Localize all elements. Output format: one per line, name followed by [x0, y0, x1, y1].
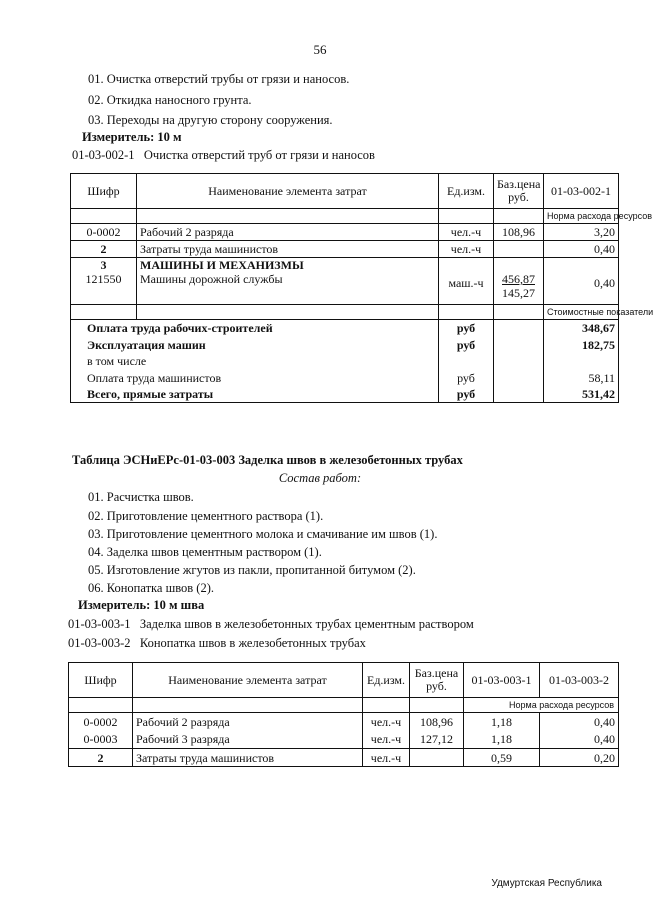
resource-table-2: [68, 662, 619, 767]
table-row: 0-0003 Рабочий 3 разряда чел.-ч 127,12 1,18 0,40: [69, 731, 619, 749]
table-row: 2 Затраты труда машинистов чел.-ч 0,40: [71, 241, 619, 258]
code-line: 01-03-003-2 Конопатка швов в железобетонных трубах: [68, 636, 366, 650]
work-item: 02. Приготовление цементного раствора (1).: [88, 509, 324, 523]
work-item: 02. Откидка наносного грунта.: [88, 93, 252, 107]
table-row: 3 121550 МАШИНЫ И МЕХАНИЗМЫ Машины дорожной службы маш.-ч 456,87 145,27 0,40: [71, 258, 619, 305]
work-item: 05. Изготовление жгутов из пакли, пропитанной битумом (2).: [88, 563, 416, 577]
table-title: Таблица ЭСНиЕРс-01-03-003 Заделка швов в железобетонных трубах: [72, 453, 463, 467]
code-line: 01-03-003-1 Заделка швов в железобетонных трубах цементным раствором: [68, 617, 474, 631]
norm-row: [69, 698, 619, 713]
work-item: 01. Расчистка швов.: [88, 490, 194, 504]
page-number: 56: [313, 42, 327, 57]
table-header-row: Шифр Наименование элемента затрат Ед.изм. Баз.цена руб. 01-03-003-1 01-03-003-2: [69, 663, 619, 698]
cost-label: Стоимостные показатели: [544, 305, 619, 320]
cost-row: в том числе: [71, 353, 619, 369]
work-item: 03. Переходы на другую сторону сооружения.: [88, 113, 333, 127]
work-item: 03. Приготовление цементного молока и смачивание им швов (1).: [88, 527, 438, 541]
footer-region: Удмуртская Республика: [491, 878, 602, 889]
header-price: Баз.цена руб.: [494, 174, 544, 209]
header-unit: Ед.изм.: [439, 174, 494, 209]
code-line-code: 01-03-002-1: [72, 148, 135, 162]
norm-label: Норма расхода ресурсов: [544, 209, 619, 224]
norm-row: [71, 209, 619, 224]
table-header-row: [71, 174, 619, 209]
header-name: Наименование элемента затрат: [137, 174, 439, 209]
table-row: 2 Затраты труда машинистов чел.-ч 0,59 0,20: [69, 749, 619, 767]
table-row: 0-0002 Рабочий 2 разряда чел.-ч 108,96 3,20: [71, 224, 619, 241]
cost-row: Оплата труда машинистов руб 58,11: [71, 369, 619, 387]
cost-label-row: [71, 305, 619, 320]
meter-label: Измеритель: 10 м: [82, 130, 182, 144]
cost-row: Оплата труда рабочих-строителей руб 348,67: [71, 320, 619, 337]
cost-row: Эксплуатация машин руб 182,75: [71, 337, 619, 353]
table-row: 0-0002 Рабочий 2 разряда чел.-ч 108,96 1,18 0,40: [69, 713, 619, 731]
composition-subtitle: Состав работ:: [278, 471, 362, 485]
header-col1: 01-03-002-1: [544, 174, 619, 209]
code-line: [72, 148, 375, 163]
work-item: 04. Заделка швов цементным раствором (1).: [88, 545, 322, 559]
code-line-text: Очистка отверстий труб от грязи и наносов: [143, 148, 375, 162]
meter-label: Измеритель: 10 м шва: [78, 598, 205, 612]
work-item: 01. Очистка отверстий трубы от грязи и наносов.: [88, 72, 350, 86]
work-item: 06. Конопатка швов (2).: [88, 581, 215, 595]
resource-table-1: [70, 173, 653, 403]
norm-label: Норма расхода ресурсов: [464, 698, 619, 713]
header-code: Шифр: [71, 174, 137, 209]
cost-row: Всего, прямые затраты руб 531,42: [71, 387, 619, 403]
